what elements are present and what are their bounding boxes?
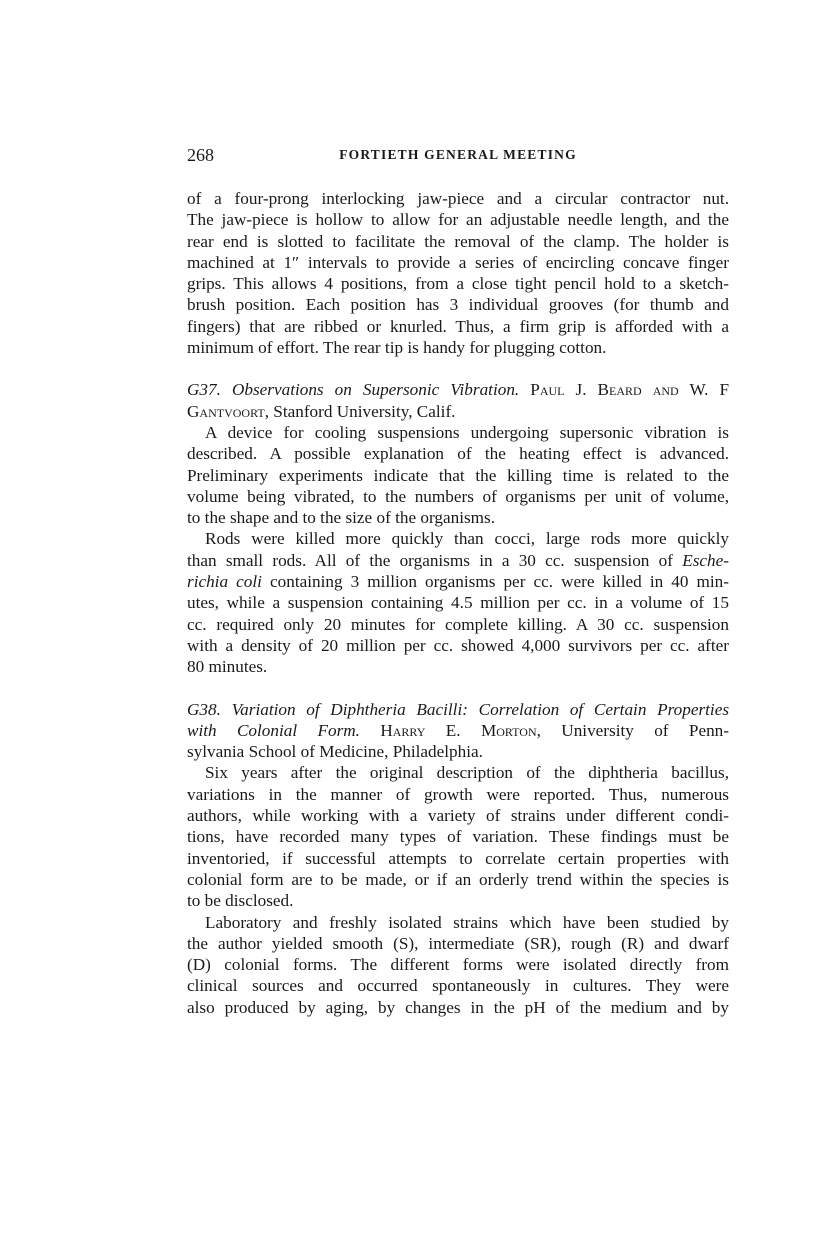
text-line: variations in the manner of growth were reported. Thus, numerous <box>187 784 729 804</box>
text-line: utes, while a suspension containing 4.5 million per cc. in a volume of 15 <box>187 593 729 613</box>
continuation-paragraph <box>187 188 729 358</box>
text-line: Six years after the original description of the diphtheria bacillus, <box>205 763 729 783</box>
text-line <box>187 550 729 571</box>
text-line: machined at 1″ intervals to provide a series of encircling concave finger <box>187 252 729 272</box>
abstract-affiliation: , University of Penn- <box>536 720 729 740</box>
abstract-heading-line <box>187 741 729 762</box>
organism-name: Esche- <box>682 550 729 570</box>
abstract-authors: Gantvoort <box>187 401 265 421</box>
journal-page <box>187 145 729 1018</box>
abstract-authors: Harry E. Morton <box>380 720 537 740</box>
text-line: with a density of 20 million per cc. showed 4,000 survivors per cc. after <box>187 635 729 655</box>
text-line: to the shape and to the size of the organisms. <box>187 508 496 528</box>
text-line: of a four-prong interlocking jaw-piece and a circular contractor nut. <box>187 189 729 208</box>
abstract-heading-g37 <box>187 379 729 422</box>
abstract-affiliation: sylvania School of Medicine, Philadelphia. <box>187 742 483 762</box>
text-span: containing 3 million organisms per cc. were killed in 40 min- <box>261 572 729 592</box>
text-line: Preliminary experiments indicate that the killing time is related to the <box>187 465 729 485</box>
abstract-body-g37 <box>187 422 729 678</box>
text-line: the author yielded smooth (S), intermediate (SR), rough (R) and dwarf <box>187 933 729 953</box>
abstract-title: Variation of Diphtheria Bacilli: Correlation of Certain Properties <box>231 699 730 719</box>
text-line: brush position. Each position has 3 individual grooves (for thumb and <box>187 295 729 315</box>
abstract-authors: Paul J. Beard and W. F <box>530 380 729 400</box>
text-line: The jaw-piece is hollow to allow for an adjustable needle length, and the <box>187 210 729 230</box>
abstract-heading-g38 <box>187 699 729 763</box>
text-line: Laboratory and freshly isolated strains which have been studied by <box>205 912 729 932</box>
abstract-heading-line <box>187 699 730 720</box>
abstract-id: G37. <box>187 380 221 400</box>
text-line: described. A possible explanation of the heating effect is advanced. <box>187 444 729 464</box>
text-line: cc. required only 20 minutes for complete killing. A 30 cc. suspension <box>187 614 729 634</box>
text-line: (D) colonial forms. The different forms were isolated directly from <box>187 955 729 975</box>
running-title: FORTIETH GENERAL MEETING <box>339 147 577 162</box>
text-line: to be disclosed. <box>187 891 294 911</box>
running-head <box>187 145 729 171</box>
text-line: clinical sources and occurred spontaneously in cultures. They were <box>187 976 729 996</box>
text-line: tions, have recorded many types of variation. These findings must be <box>187 827 729 847</box>
organism-name: richia coli <box>187 572 262 592</box>
page-number: 268 <box>187 145 214 165</box>
text-line: minimum of effort. The rear tip is handy for plugging cotton. <box>187 338 607 358</box>
text-line: inventoried, if successful attempts to correlate certain properties with <box>187 848 729 868</box>
abstract-title: Observations on Supersonic Vibration. <box>231 380 520 400</box>
abstract-heading-line <box>187 379 729 400</box>
text-line: rear end is slotted to facilitate the removal of the clamp. The holder is <box>187 231 729 251</box>
text-span: than small rods. All of the organisms in a 30 cc. suspension of <box>187 550 683 570</box>
text-line <box>187 571 729 592</box>
abstract-body-g38 <box>187 762 729 1018</box>
text-line: volume being vibrated, to the numbers of organisms per unit of volume, <box>187 486 729 506</box>
abstract-heading-line <box>187 401 729 422</box>
abstract-affiliation: , Stanford University, Calif. <box>264 401 456 421</box>
text-line: 80 minutes. <box>187 657 268 677</box>
text-line: also produced by aging, by changes in the pH of the medium and by <box>187 997 729 1017</box>
text-line: A device for cooling suspensions undergoing supersonic vibration is <box>205 422 729 442</box>
abstract-id: G38. <box>187 699 221 719</box>
text-line: colonial form are to be made, or if an orderly trend within the species is <box>187 869 729 889</box>
abstract-heading-line <box>187 720 729 741</box>
abstract-title: with Colonial Form. <box>187 720 360 740</box>
text-line: grips. This allows 4 positions, from a close tight pencil hold to a sketch- <box>187 274 729 294</box>
text-line: fingers) that are ribbed or knurled. Thus, a firm grip is afforded with a <box>187 316 729 336</box>
text-line: authors, while working with a variety of strains under different condi- <box>187 806 729 826</box>
text-line: Rods were killed more quickly than cocci, large rods more quickly <box>205 529 729 549</box>
